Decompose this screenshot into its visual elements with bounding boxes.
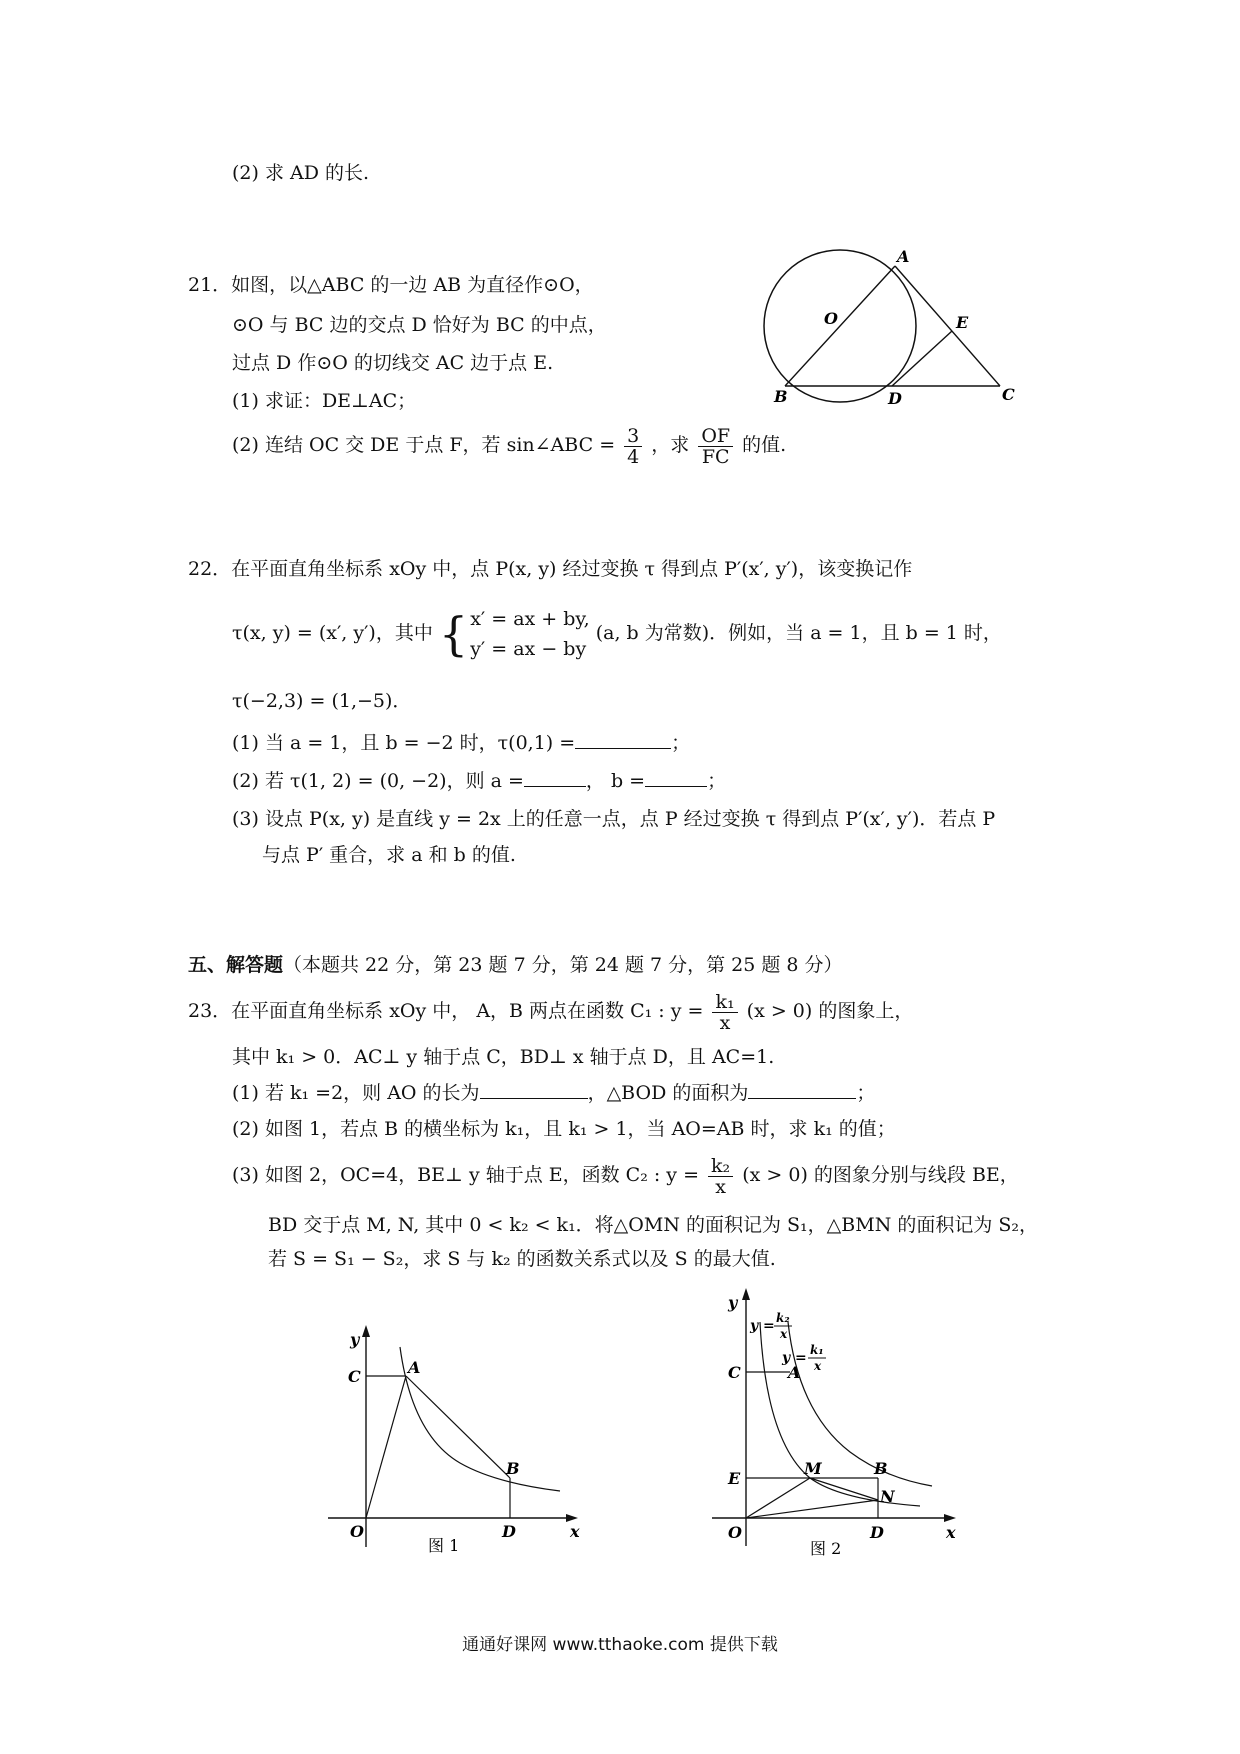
- q21-part2: [232, 423, 786, 467]
- label-o: O: [824, 309, 838, 328]
- y-arrow: [362, 1325, 370, 1337]
- label-c: C: [1002, 385, 1015, 404]
- figure-2-caption: 图 2: [810, 1539, 842, 1558]
- label-a: A: [788, 1363, 801, 1382]
- svg-text:x: x: [814, 1359, 822, 1373]
- figure-2: [700, 1282, 970, 1564]
- label-b: B: [874, 1459, 888, 1478]
- x-arrow: [566, 1514, 578, 1522]
- q22-line2-pre: τ(x, y) = (x′, y′)，其中: [232, 622, 433, 644]
- answer-blank-ao[interactable]: [480, 1080, 588, 1099]
- answer-blank[interactable]: [575, 730, 671, 749]
- answer-blank-a[interactable]: [524, 768, 586, 787]
- segment-mn: [810, 1478, 878, 1500]
- svg-text:y =: y =: [782, 1350, 807, 1366]
- label-b: B: [506, 1459, 520, 1478]
- section-heading: [188, 952, 843, 978]
- label-c: C: [728, 1363, 741, 1382]
- q21-part2-pre: (2) 连结 OC 交 DE 于点 F，若 sin∠ABC =: [232, 434, 616, 456]
- label-d: D: [870, 1523, 884, 1542]
- label-e: E: [956, 313, 969, 332]
- c2-fraction: $\frac{\text{k₂}}{x}$: [708, 1156, 733, 1197]
- q21-line2: ⊙O 与 BC 边的交点 D 恰好为 BC 的中点，: [232, 314, 607, 336]
- label-d: D: [502, 1522, 516, 1541]
- q23-line1: 23．在平面直角坐标系 xOy 中， A，B 两点在函数 C₁ : y = $\frac{\text{k₁}}{x}$ (x > 0) 的图象上，: [188, 990, 914, 1034]
- ratio-fraction: $\frac{OF}{FC}$: [698, 426, 733, 467]
- q21-figure: [760, 240, 1020, 410]
- equation-system: x′ = ax + by, y′ = ax − by: [470, 608, 590, 660]
- label-e: E: [728, 1469, 741, 1488]
- svg-text:k₂: k₂: [776, 1311, 790, 1325]
- label-y-k2: [749, 1311, 792, 1341]
- q22-line2: [232, 603, 1002, 664]
- q21-part1: (1) 求证：DE⊥AC；: [232, 390, 417, 412]
- svg-text:k₁: k₁: [810, 1343, 824, 1357]
- segment-om: [746, 1478, 810, 1518]
- label-x: x: [570, 1522, 580, 1541]
- label-a: A: [897, 247, 910, 266]
- q20-part2: (2) 求 AD 的长.: [232, 162, 370, 184]
- hyperbola: [400, 1347, 560, 1491]
- label-m: M: [804, 1459, 822, 1478]
- q23-part3-l2: BD 交于点 M, N, 其中 0 < k₂ < k₁．将△OMN 的面积记为 S₁，△BMN 的面积记为 S₂，: [268, 1214, 1039, 1236]
- q22-part2: (2) 若 τ(1, 2) = (0, −2)，则 a = ， b = ；: [232, 770, 727, 792]
- segment-on: [746, 1500, 878, 1518]
- q22-part3-l2: 与点 P′ 重合，求 a 和 b 的值.: [262, 844, 516, 866]
- figure-1: [320, 1315, 590, 1565]
- q23-part1: (1) 若 k₁ =2，则 AO 的长为 ，△BOD 的面积为 ；: [232, 1082, 876, 1104]
- section-title: 五、解答题: [188, 954, 284, 976]
- answer-blank-area[interactable]: [748, 1080, 856, 1099]
- q23-part2: (2) 如图 1，若点 B 的横坐标为 k₁，且 k₁ > 1，当 AO=AB 时，求 k₁ 的值；: [232, 1118, 896, 1140]
- segment-ab: [406, 1376, 510, 1478]
- q23-line2: 其中 k₁ > 0．AC⊥ y 轴于点 C，BD⊥ x 轴于点 D，且 AC=1.: [232, 1046, 775, 1068]
- q21-part2-mid: ，求: [651, 434, 690, 456]
- label-c: C: [348, 1367, 361, 1386]
- label-o: O: [728, 1523, 742, 1542]
- label-n: N: [880, 1487, 895, 1506]
- label-x: x: [946, 1523, 956, 1542]
- q21-part2-post: 的值.: [742, 434, 787, 456]
- svg-text:x: x: [780, 1327, 788, 1341]
- label-y: y: [350, 1330, 360, 1349]
- brace: {: [438, 607, 469, 661]
- q22-part1: (1) 当 a = 1，且 b = −2 时，τ(0,1) = ；: [232, 732, 691, 754]
- label-y: y: [728, 1293, 738, 1312]
- answer-blank-b[interactable]: [645, 768, 707, 787]
- label-a: A: [408, 1358, 421, 1377]
- c1-fraction: $\frac{\text{k₁}}{x}$: [712, 992, 737, 1033]
- q21-line3: 过点 D 作⊙O 的切线交 AC 边于点 E.: [232, 352, 554, 374]
- q23-part3: (3) 如图 2，OC=4，BE⊥ y 轴于点 E，函数 C₂ : y = $\frac{\text{k₂}}{x}$ (x > 0) 的图象分别与线段 BE，: [232, 1154, 1019, 1198]
- q22-line3: τ(−2,3) = (1,−5)．: [232, 690, 412, 712]
- label-o: O: [350, 1522, 364, 1541]
- segment-ab: [785, 266, 895, 386]
- q21-line1: 21．如图，以△ABC 的一边 AB 为直径作⊙O，: [188, 274, 594, 296]
- footer: 通通好课网 www.tthaoke.com 提供下载: [462, 1635, 778, 1655]
- segment-de: [892, 331, 952, 386]
- x-arrow: [944, 1514, 956, 1522]
- y-arrow: [742, 1288, 750, 1300]
- q23-part3-l3: 若 S = S₁ − S₂，求 S 与 k₂ 的函数关系式以及 S 的最大值.: [268, 1248, 776, 1270]
- label-b: B: [774, 387, 788, 406]
- label-d: D: [888, 389, 902, 408]
- q22-part3-l1: (3) 设点 P(x, y) 是直线 y = 2x 上的任意一点，点 P 经过变换 τ 得到点 P′(x′, y′)．若点 P: [232, 808, 996, 830]
- svg-text:y =: y =: [750, 1318, 775, 1334]
- q22-line1: 22．在平面直角坐标系 xOy 中，点 P(x, y) 经过变换 τ 得到点 P′(x′, y′)，该变换记作: [188, 558, 913, 580]
- q22-line2-post: (a, b 为常数)．例如，当 a = 1，且 b = 1 时，: [595, 622, 1002, 644]
- sin-fraction: $\frac{3}{4}$: [624, 426, 642, 467]
- section-note: （本题共 22 分，第 23 题 7 分，第 24 题 7 分，第 25 题 8 分）: [283, 954, 843, 976]
- segment-oa: [366, 1376, 406, 1518]
- figure-1-caption: 图 1: [428, 1536, 460, 1555]
